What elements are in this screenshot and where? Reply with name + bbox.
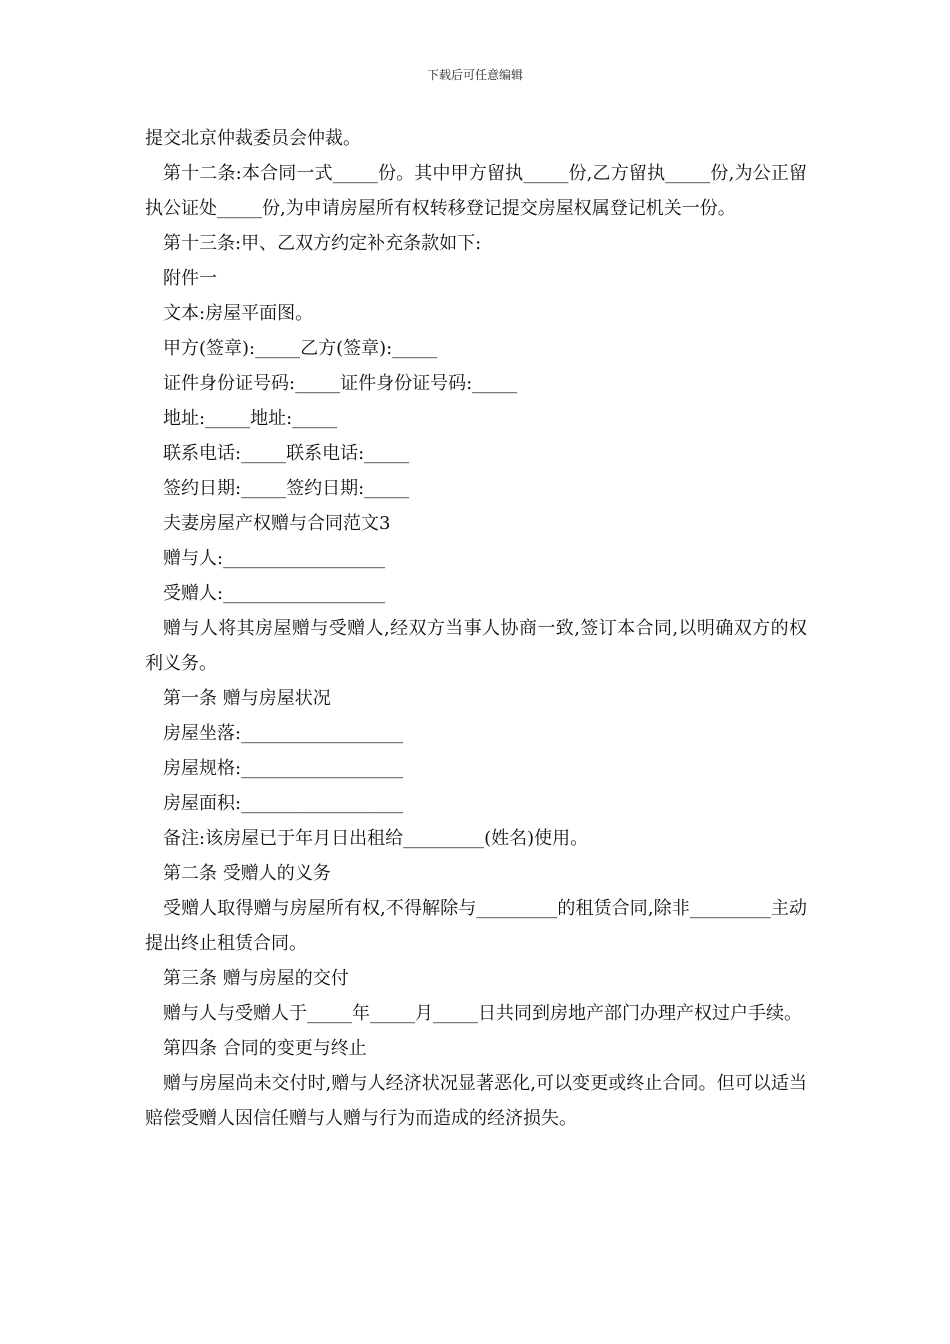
paragraph: 赠与房屋尚未交付时,赠与人经济状况显著恶化,可以变更或终止合同。但可以适当赔偿受赠人因信任赠与人赠与行为而造成的经济损失。 bbox=[145, 1073, 807, 1129]
paragraph: 夫妻房屋产权赠与合同范文3 bbox=[163, 513, 391, 534]
paragraph: 签约日期:_____签约日期:_____ bbox=[163, 478, 410, 499]
paragraph: 甲方(签章):_____乙方(签章):_____ bbox=[163, 338, 438, 359]
paragraph: 房屋坐落:__________________ bbox=[163, 723, 404, 744]
paragraph: 文本:房屋平面图。 bbox=[163, 303, 314, 324]
paragraph: 赠与人将其房屋赠与受赠人,经双方当事人协商一致,签订本合同,以明确双方的权利义务。 bbox=[145, 618, 807, 674]
paragraph: 赠与人与受赠人于_____年_____月_____日共同到房地产部门办理产权过户手续。 bbox=[163, 1003, 802, 1024]
paragraph: 第十三条:甲、乙双方约定补充条款如下: bbox=[163, 233, 482, 254]
paragraph: 第二条 受赠人的义务 bbox=[163, 863, 331, 884]
paragraph: 第一条 赠与房屋状况 bbox=[163, 688, 331, 709]
paragraph: 附件一 bbox=[163, 268, 217, 289]
paragraph: 提交北京仲裁委员会仲裁。 bbox=[145, 128, 361, 149]
paragraph: 第十二条:本合同一式_____份。其中甲方留执_____份,乙方留执_____份,为公正留执公证处_____份,为申请房屋所有权转移登记提交房屋权属登记机关一份。 bbox=[145, 163, 807, 219]
paragraph: 第三条 赠与房屋的交付 bbox=[163, 968, 349, 989]
paragraph: 房屋面积:__________________ bbox=[163, 793, 404, 814]
page-header: 下载后可任意编辑 bbox=[426, 68, 523, 82]
paragraph: 受赠人:__________________ bbox=[163, 583, 386, 604]
paragraph: 备注:该房屋已于年月日出租给_________(姓名)使用。 bbox=[163, 828, 589, 849]
paragraph: 第四条 合同的变更与终止 bbox=[163, 1038, 367, 1059]
paragraph: 受赠人取得赠与房屋所有权,不得解除与_________的租赁合同,除非_________主动提出终止租赁合同。 bbox=[145, 898, 807, 954]
paragraph: 赠与人:__________________ bbox=[163, 548, 386, 569]
paragraph: 联系电话:_____联系电话:_____ bbox=[163, 443, 410, 464]
paragraph: 证件身份证号码:_____证件身份证号码:_____ bbox=[163, 373, 518, 394]
paragraph: 房屋规格:__________________ bbox=[163, 758, 404, 779]
paragraph: 地址:_____地址:_____ bbox=[163, 408, 338, 429]
document-body bbox=[145, 121, 807, 1136]
